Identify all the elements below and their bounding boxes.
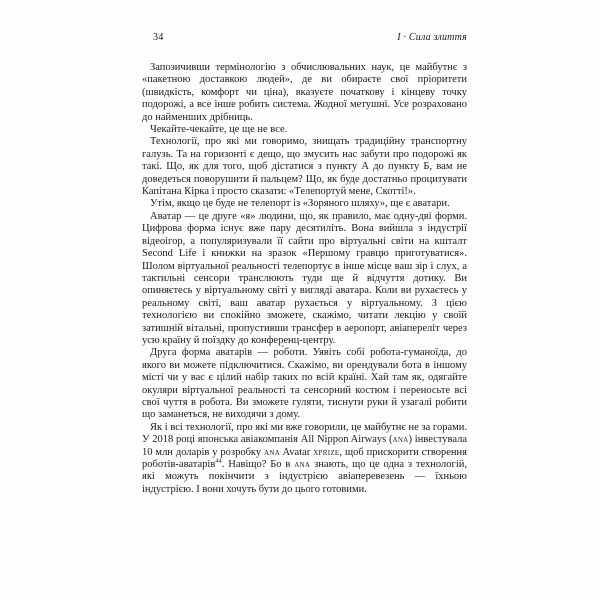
text-segment: Запозичивши термінологію з обчислювальних наук, це майбутнє з «пакетною доставкою людей», де ви обираєте свої пріоритети (швидкість, комфорт чи ціна), вказуєте початкову і кінцеву точку подорожі, а все інше робить система. Жодної метушні. Усе розраховано до найменших дрібниць. [142, 62, 467, 123]
text-segment: Утім, якщо це буде не телепорт із «Зоряного шляху», ще є аватари. [150, 198, 450, 210]
paragraph [142, 62, 467, 124]
text-segment: Avatar [280, 446, 314, 458]
paragraph [142, 198, 467, 210]
text-segment-smallcaps: xprize [313, 446, 340, 458]
text-segment: , щоб прискорити створення роботів-аватарів [142, 446, 467, 470]
text-segment: Чекайте-чекайте, це ще не все. [150, 124, 288, 136]
text-segment-superscript: 44 [215, 457, 222, 465]
paragraph [142, 422, 467, 496]
text-segment-smallcaps: ana [294, 459, 311, 470]
body-text [142, 62, 467, 496]
page-number: 34 [153, 32, 164, 43]
text-segment: ) інвестувала 10 млн доларів у розробку [142, 434, 467, 458]
text-segment-smallcaps: ana [392, 434, 409, 446]
paragraph [142, 211, 467, 347]
running-head-chapter-title: І · Сила злиття [397, 32, 467, 43]
text-segment: Аватар — це друге «я» людини, що, як правило, має одну-дві форми. Цифрова форма існує вже пару десятиліть. Вона вийшла з індустрії відеоігор, а популяризували її сайти про віртуальні світи на кшталт Second Life і книжки на зразок «Першому гравцю приготуватися». Шолом віртуальної реальності телепортує в інше місце ваш зір і слух, а тактильні сенсори транслюють туди ще й відчуття дотику. Ви опиняєтесь у віртуальному світі у вигляді аватара. Коли ви рухаєтесь у реальному світі, ваш аватар рухається у віртуальному. З цією технологією ви спокійно зможете, скажімо, читати лекцію у своїй затишній вітальні, пропустивши трансфер в аеропорт, авіапереліт через усю країну й поїздку до конференц-центру. [142, 210, 467, 346]
text-segment: Друга форма аватарів — ро́боти. Уявіть собі робота-гуманоїда, до якого ви можете підключитися. Скажімо, ви орендували бота в іншому місті чи у вас є цілий набір таких по всій країні. Хай там як, одягайте окуляри віртуальної реальності та сенсорний костюм і переносьте всі свої чуття в робота. Ви зможете гуляти, тиснути руки й узагалі робити що заманеться, не виходячи з дому. [142, 347, 467, 421]
text-segment-smallcaps: ana [264, 446, 281, 458]
text-segment: знають, що це одна з технологій, які можуть покінчити з індустрією авіаперевезень — їхньою індустрією. І вони хочуть бути до цього готовими. [142, 459, 467, 495]
text-segment: Як і всі технології, про які ми вже говорили, це майбутнє не за горами. У 2018 році японська авіакомпанія All Nippon Airways ( [142, 421, 467, 446]
paragraph [142, 124, 467, 136]
text-segment: . Навіщо? Бо в [221, 459, 295, 470]
running-header [142, 32, 467, 43]
text-block [142, 32, 467, 496]
text-segment: Технології, про які ми говоримо, знищать традиційну транспортну галузь. Та на горизонті є дещо, що змусить нас забути про подорожі як такі. Що, як для того, щоб дістатися з пункту А до пункту Б, вам не доведеться поворушити й пальцем? Що, як буде достатньо процитувати Капітана Кірка і просто сказати: «Телепортуй мене, Скотті!». [142, 136, 467, 198]
paragraph [142, 347, 467, 421]
paragraph [142, 136, 467, 198]
